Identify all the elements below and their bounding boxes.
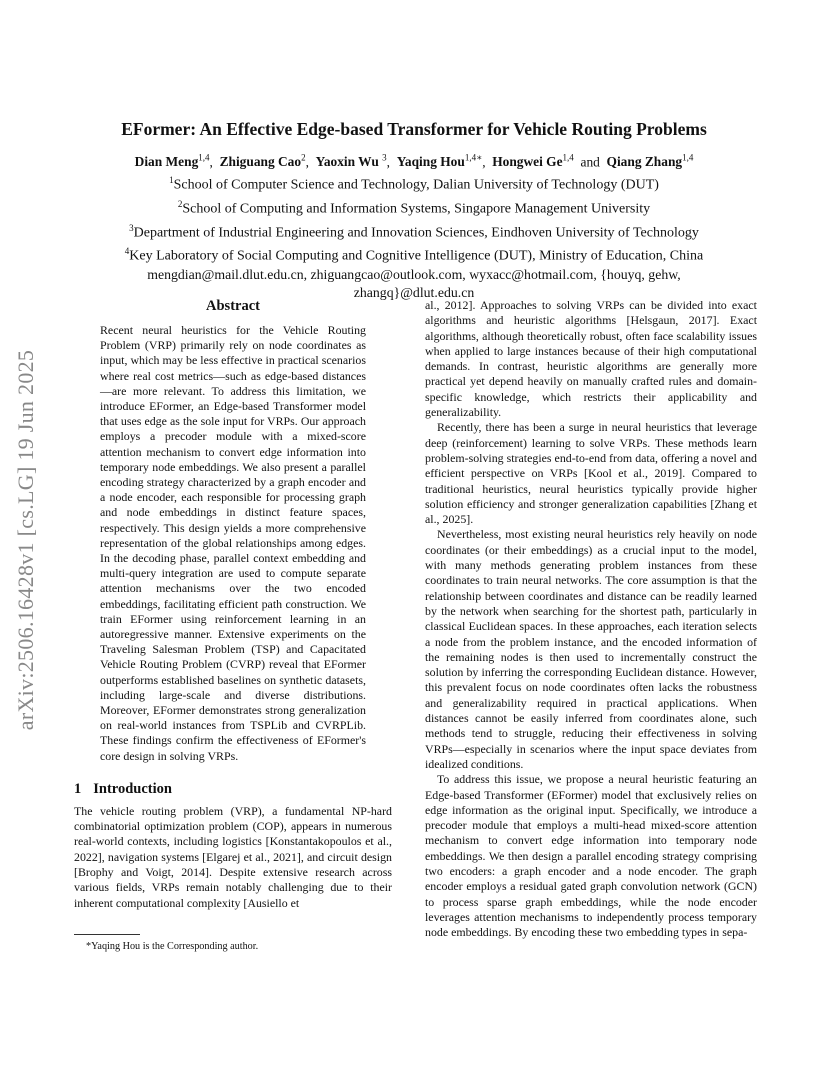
author-list: Dian Meng$^{1,4}$, Zhiguang Cao$^2$, Yaoxin Wu $^3$, Yaqing Hou$^{1,4∗}$, Hongwei Ge$^{1,4}$ and Qiang Zhang$^{1,4}$ [134,153,694,170]
abstract-heading: Abstract [206,298,260,314]
section-heading: 1 Introduction [74,780,172,797]
intro-paragraph: al., 2012]. Approaches to solving VRPs can be divided into exact algorithms and heuristic algorithms [Helsgaun, 2017]. Exact algorithms, although theoretically robust, often face scalability issues when applied to large instances because of their high computational demands. In contrast, heuristic algorithms are generally more practical yet depend heavily on manually crafted rules and domain-specific knowledge, which restricts their applicability and generalizability. [425,298,757,420]
footnote: *Yaqing Hou is the Corresponding author. [86,941,259,952]
abstract-text: Recent neural heuristics for the Vehicle Routing Problem (VRP) primarily rely on node coordinates as input, which may be less effective in practical scenarios where real cost metrics—such as edge-based distances—are more relevant. To address this limitation, we introduce EFormer, an Edge-based Transformer model that uses edge as the sole input for VRPs. Our approach employs a precoder module with a mixed-score attention mechanism to convert edge information into temporary node embeddings. We also present a parallel encoding strategy characterized by a graph encoder and a node encoder, each responsible for processing graph and node embeddings in distinct feature spaces, respectively. This design yields a more comprehensive representation of the global relationships among edges. In the decoding phase, parallel context embedding and multi-query integration are used to compute separate attention mechanisms over the two encoded embeddings, facilitating efficient path construction. We train EFormer using reinforcement learning in an autoregressive manner. Extensive experiments on the Traveling Salesman Problem (TSP) and Capacitated Vehicle Routing Problem (CVRP) reveal that EFormer outperforms established baselines on synthetic datasets, including large-scale and diverse distributions. Moreover, EFormer demonstrates strong generalization on real-world instances from TSPLib and CVRPLib. These findings confirm the effectiveness of EFormer's core design in solving VRPs. [100,323,366,763]
author: Yaqing Hou$^{1,4∗}$ [396,153,483,170]
intro-paragraph: To address this issue, we propose a neural heuristic featuring an Edge-based Transformer (EFormer) model that exclusively relies on edge information as the original input. Specifically, we introduce a precoder module that employs a multi-head mixed-score attention mechanism to convert edge information into temporary node embeddings. We then design a parallel encoding strategy comprising two encoders: a graph encoder and a node encoder. The graph encoder employs a residual gated graph convolution network (GCN) to process sparse graph embeddings, while the node encoder leverages attention mechanisms to independently process temporary node embeddings. By encoding these two embedding types in sepa- [425,772,757,940]
author: Dian Meng$^{1,4}$ [134,153,210,170]
paper-header [70,118,758,302]
intro-paragraph: Nevertheless, most existing neural heuristics rely heavily on node coordinates (or their embeddings) as a crucial input to the model, with many methods generating problem instances from these coordinates to train neural networks. The core assumption is that the relationship between coordinates and distance can be readily learned by the network when searching for the shortest path, particularly in classical Euclidean spaces. In these approaches, each iteration selects a node from the problem instance, and the encoded information of the remaining nodes is then used to incrementally construct the solution by inferring the corresponding Euclidean distance. However, this prevalent focus on node coordinates often lacks the robustness and generalizability required in practical applications. When distances cannot be easily inferred from coordinates alone, such methods tend to struggle, reducing their effectiveness in solving VRPs—especially in scenarios where the input space deviates from idealized conditions. [425,527,757,771]
left-column [74,298,392,911]
author: Yaoxin Wu $^3$ [315,153,387,170]
author: Hongwei Ge$^{1,4}$ [492,153,574,170]
author-emails: mengdian@mail.dlut.edu.cn, zhiguangcao@outlook.com, wyxacc@hotmail.com, {houyq, gehw, zhangq}@dlut.edu.cn [147,267,681,301]
affiliation: $^2$School of Computing and Information Systems, Singapore Management University [177,199,651,217]
arxiv-stamp: arXiv:2506.16428v1 [cs.LG] 19 Jun 2025 [13,349,38,731]
right-column [425,298,757,940]
intro-paragraph: Recently, there has been a surge in neural heuristics that leverage deep (reinforcement) learning to solve VRPs. These methods learn problem-solving strategies end-to-end from data, offering a novel and efficient perspective on VRPs [Kool et al., 2019]. Compared to traditional heuristics, neural heuristics typically provide higher solution efficiency and stronger generalization capabilities [Zhang et al., 2025]. [425,420,757,527]
affiliation: $^1$School of Computer Science and Technology, Dalian University of Technology (DUT) [169,175,659,194]
paper-title: EFormer: An Effective Edge-based Transformer for Vehicle Routing Problems [121,119,707,139]
affiliation: $^4$Key Laboratory of Social Computing and Cognitive Intelligence (DUT), Ministry of Education, China [124,246,704,265]
intro-paragraph: The vehicle routing problem (VRP), a fundamental NP-hard combinatorial optimization problem (COP), appears in numerous real-world contexts, including logistics [Konstantakopoulos et al., 2022], navigation systems [Elgarej et al., 2021], and circuit design [Brophy and Voigt, 2014]. Despite extensive research across various fields, VRPs remain notably challenging due to their inherent computational complexity [Ausiello et [74,803,392,910]
author: Qiang Zhang$^{1,4}$ [606,153,694,170]
footnote-rule [74,934,140,935]
affiliation: $^3$Department of Industrial Engineering and Innovation Sciences, Eindhoven University of Technology [129,222,699,241]
author-and: and [580,154,600,170]
author: Zhiguang Cao$^2$ [219,153,306,170]
